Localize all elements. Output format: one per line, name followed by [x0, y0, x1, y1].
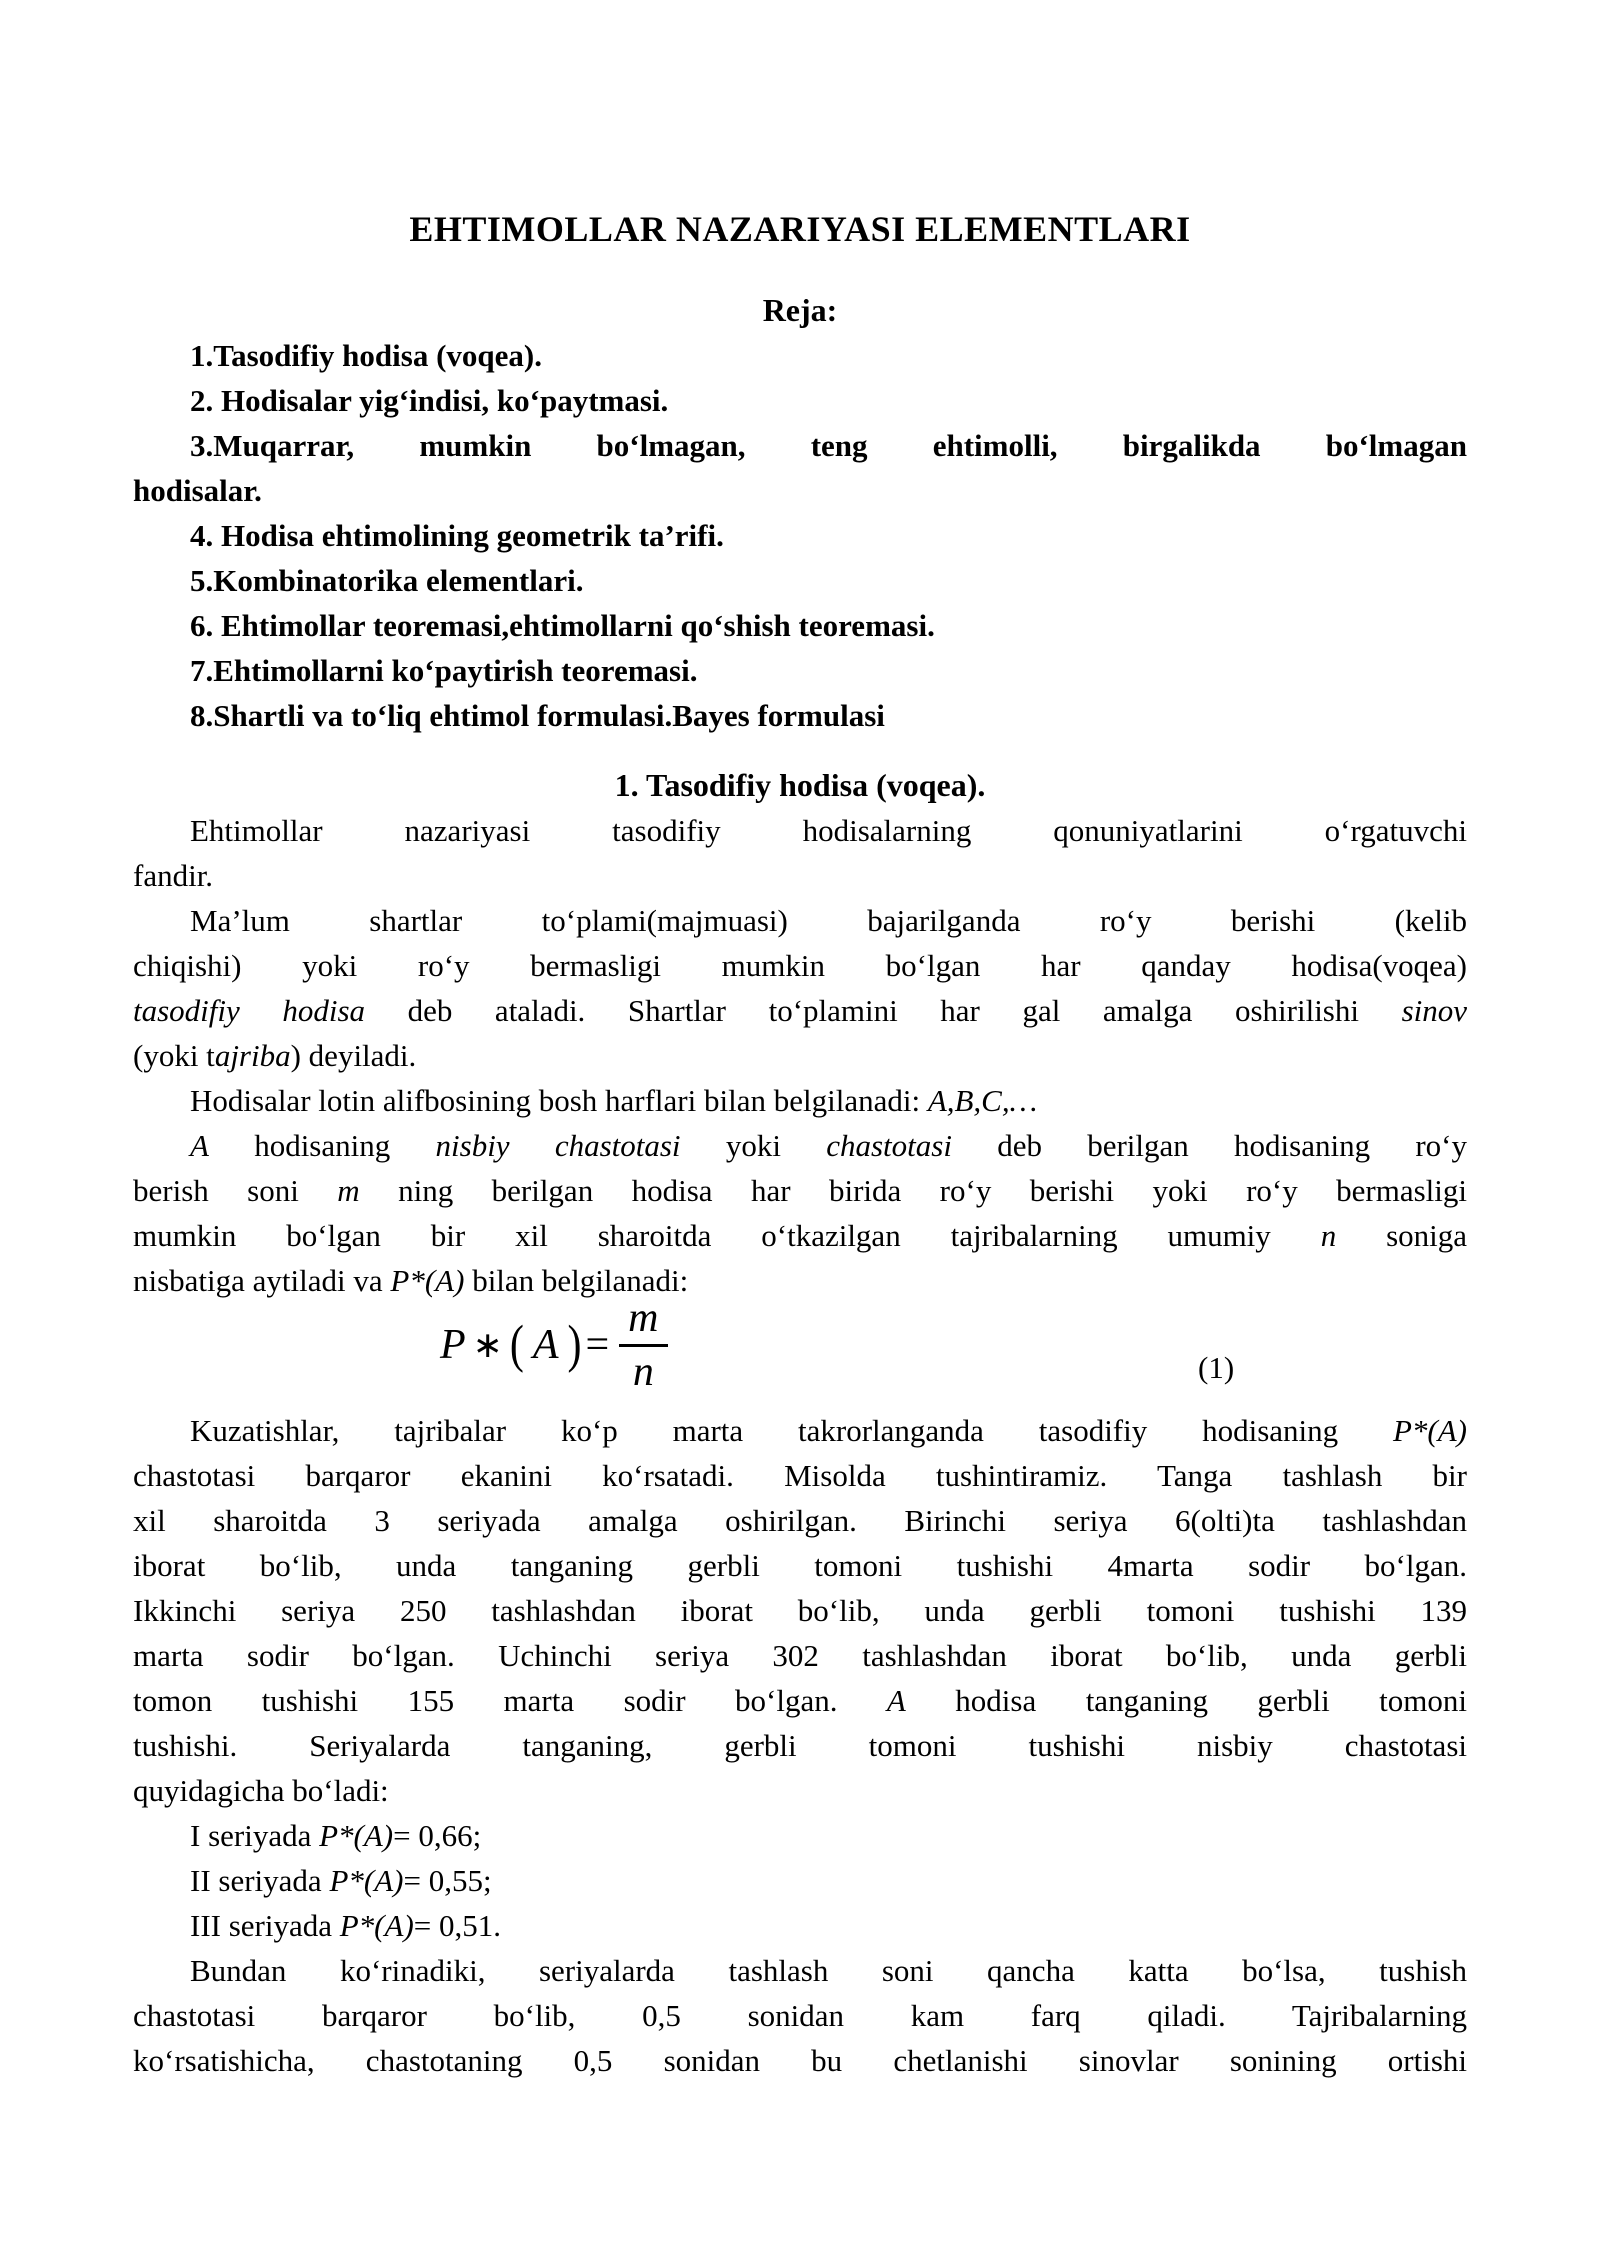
- text-line: [133, 558, 1467, 603]
- formula-p: P: [440, 1322, 466, 1368]
- text-run: 3.Muqarrar, mumkin bo‘lmagan, teng ehtimolli, birgalikda bo‘lmagan: [190, 428, 1467, 463]
- plan-list: [133, 333, 1467, 738]
- formula-block: [133, 1295, 1467, 1408]
- text-run: marta sodir bo‘lgan. Uchinchi seriya 302 tashlashdan iborat bo‘lib, unda gerbli: [133, 1638, 1467, 1673]
- paragraph-2: [133, 898, 1467, 1078]
- text-run: nisbatiga aytiladi va: [133, 1263, 391, 1298]
- text-line: [133, 1993, 1467, 2038]
- text-run: 5.Kombinatorika elementlari.: [190, 563, 584, 598]
- italic-text-run: m: [337, 1173, 360, 1208]
- italic-text-run: n: [1320, 1218, 1337, 1253]
- text-run: I seriyada: [190, 1818, 320, 1853]
- text-run: berish soni: [133, 1173, 338, 1208]
- text-line: [133, 808, 1467, 853]
- text-run: = 0,55;: [403, 1863, 492, 1898]
- text-line: [133, 1858, 1467, 1903]
- text-run: = 0,66;: [393, 1818, 482, 1853]
- text-run: mumkin bo‘lgan bir xil sharoitda o‘tkazilgan tajribalarning umumiy: [133, 1218, 1321, 1253]
- text-run: = 0,51.: [413, 1908, 502, 1943]
- text-line: [133, 693, 1467, 738]
- text-line: [133, 853, 1467, 898]
- text-line: [133, 1213, 1467, 1258]
- italic-text-run: A: [886, 1683, 906, 1718]
- close-paren: ): [567, 1316, 582, 1374]
- text-run: 2. Hodisalar yig‘indisi, ko‘paytmasi.: [190, 383, 669, 418]
- text-line: [133, 988, 1467, 1033]
- text-run: III seriyada: [190, 1908, 340, 1943]
- italic-text-run: nisbiy chastotasi: [435, 1128, 681, 1163]
- document-title: EHTIMOLLAR NAZARIYASI ELEMENTLARI: [409, 209, 1191, 249]
- text-line: [133, 1543, 1467, 1588]
- text-line: [133, 423, 1467, 468]
- text-line: [133, 603, 1467, 648]
- italic-text-run: A,B,C,…: [927, 1083, 1038, 1118]
- text-run: tomon tushishi 155 marta sodir bo‘lgan.: [133, 1683, 887, 1718]
- text-run: hodisalar.: [133, 473, 262, 508]
- text-run: deb ataladi. Shartlar to‘plamini har gal amalga oshirilishi: [365, 993, 1402, 1028]
- text-line: [133, 1123, 1467, 1168]
- text-run: 7.Ehtimollarni ko‘paytirish teoremasi.: [190, 653, 698, 688]
- text-run: (yoki t: [133, 1038, 215, 1073]
- text-run: ning berilgan hodisa har birida ro‘y berishi yoki ro‘y bermasligi: [359, 1173, 1467, 1208]
- text-line: [133, 1723, 1467, 1768]
- paragraph-1: [133, 808, 1467, 898]
- text-line: [133, 513, 1467, 558]
- open-paren: (: [509, 1316, 524, 1374]
- text-run: Ehtimollar nazariyasi tasodifiy hodisalarning qonuniyatlarini o‘rgatuvchi: [190, 813, 1467, 848]
- italic-text-run: P*(A): [329, 1863, 404, 1898]
- text-line: [133, 378, 1467, 423]
- text-run: bilan belgilanadi:: [464, 1263, 689, 1298]
- text-line: [133, 1948, 1467, 1993]
- text-run: chastotasi barqaror ekanini ko‘rsatadi. Misolda tushintiramiz. Tanga tashlash bir: [133, 1458, 1467, 1493]
- text-line: [133, 898, 1467, 943]
- text-run: Ikkinchi seriya 250 tashlashdan iborat bo‘lib, unda gerbli tomoni tushishi 139: [133, 1593, 1467, 1628]
- text-run: II seriyada: [190, 1863, 330, 1898]
- text-line: [133, 1813, 1467, 1858]
- text-run: 4. Hodisa ehtimolining geometrik ta’rifi.: [190, 518, 724, 553]
- text-run: Bundan ko‘rinadiki, seriyalarda tashlash soni qancha katta bo‘lsa, tushish: [190, 1953, 1467, 1988]
- italic-text-run: sinov: [1401, 993, 1467, 1028]
- italic-text-run: ajriba: [214, 1038, 291, 1073]
- paragraph-4: [133, 1123, 1467, 1303]
- text-line: [133, 468, 1467, 513]
- text-run: Kuzatishlar, tajribalar ko‘p marta takrorlanganda tasodifiy hodisaning: [190, 1413, 1393, 1448]
- section-heading: 1. Tasodifiy hodisa (voqea).: [614, 767, 986, 803]
- text-run: 6. Ehtimollar teoremasi,ehtimollarni qo‘shish teoremasi.: [190, 608, 935, 643]
- text-run: ko‘rsatishicha, chastotaning 0,5 sonidan bu chetlanishi sinovlar sonining ortishi: [133, 2043, 1467, 2078]
- text-run: deb berilgan hodisaning ro‘y: [951, 1128, 1467, 1163]
- text-run: yoki: [680, 1128, 827, 1163]
- text-line: [133, 1768, 1467, 1813]
- italic-text-run: chastotasi: [826, 1128, 952, 1163]
- text-run: fandir.: [133, 858, 214, 893]
- text-line: [133, 1078, 1467, 1123]
- text-run: Ma’lum shartlar to‘plami(majmuasi) bajarilganda ro‘y berishi (kelib: [190, 903, 1467, 938]
- fraction-denominator: n: [632, 1349, 654, 1395]
- italic-text-run: A: [190, 1128, 209, 1163]
- text-run: chastotasi barqaror bo‘lib, 0,5 sonidan kam farq qiladi. Tajribalarning: [133, 1998, 1467, 2033]
- text-run: 1.Tasodifiy hodisa (voqea).: [190, 338, 542, 373]
- text-run: xil sharoitda 3 seriyada amalga oshirilgan. Birinchi seriya 6(olti)ta tashlashdan: [133, 1503, 1467, 1538]
- paragraph-6: [133, 1948, 1467, 2083]
- text-line: [133, 1258, 1467, 1303]
- text-line: [133, 1033, 1467, 1078]
- italic-text-run: P*(A): [339, 1908, 414, 1943]
- paragraph-5: [133, 1408, 1467, 1813]
- text-line: [133, 1453, 1467, 1498]
- text-run: Hodisalar lotin alifbosining bosh harflari bilan belgilanadi:: [190, 1083, 928, 1118]
- italic-text-run: P*(A): [1392, 1413, 1467, 1448]
- text-run: hodisa tanganing gerbli tomoni: [905, 1683, 1467, 1718]
- text-line: [133, 1588, 1467, 1633]
- plan-heading: Reja:: [762, 292, 838, 328]
- text-run: hodisaning: [208, 1128, 436, 1163]
- text-run: soniga: [1336, 1218, 1468, 1253]
- text-line: [133, 1903, 1467, 1948]
- italic-text-run: P*(A): [390, 1263, 465, 1298]
- text-line: [133, 1633, 1467, 1678]
- text-run: quyidagicha bo‘ladi:: [133, 1773, 389, 1808]
- text-run: 8.Shartli va to‘liq ehtimol formulasi.Bayes formulasi: [190, 698, 885, 733]
- text-run: chiqishi) yoki ro‘y bermasligi mumkin bo‘lgan har qanday hodisa(voqea): [133, 948, 1467, 983]
- text-line: [133, 333, 1467, 378]
- series-list: [133, 1813, 1467, 1948]
- formula-a: A: [532, 1322, 559, 1368]
- italic-text-run: tasodifiy hodisa: [133, 993, 366, 1028]
- text-run: tushishi. Seriyalarda tanganing, gerbli tomoni tushishi nisbiy chastotasi: [133, 1728, 1467, 1763]
- text-line: [133, 1678, 1467, 1723]
- paragraph-3: [133, 1078, 1467, 1123]
- text-run: ) deyiladi.: [290, 1038, 417, 1073]
- text-run: iborat bo‘lib, unda tanganing gerbli tomoni tushishi 4marta sodir bo‘lgan.: [133, 1548, 1467, 1583]
- fraction-numerator: m: [619, 1297, 667, 1347]
- text-line: [133, 1408, 1467, 1453]
- equals-sign: =: [585, 1322, 610, 1368]
- text-line: [133, 1168, 1467, 1213]
- text-line: [133, 648, 1467, 693]
- asterisk-operator: ∗: [472, 1325, 503, 1365]
- text-line: [133, 1498, 1467, 1543]
- text-line: [133, 2038, 1467, 2083]
- italic-text-run: P*(A): [319, 1818, 394, 1853]
- fraction: [619, 1297, 667, 1393]
- formula-number: (1): [1198, 1350, 1235, 1385]
- formula: [440, 1297, 668, 1393]
- text-line: [133, 943, 1467, 988]
